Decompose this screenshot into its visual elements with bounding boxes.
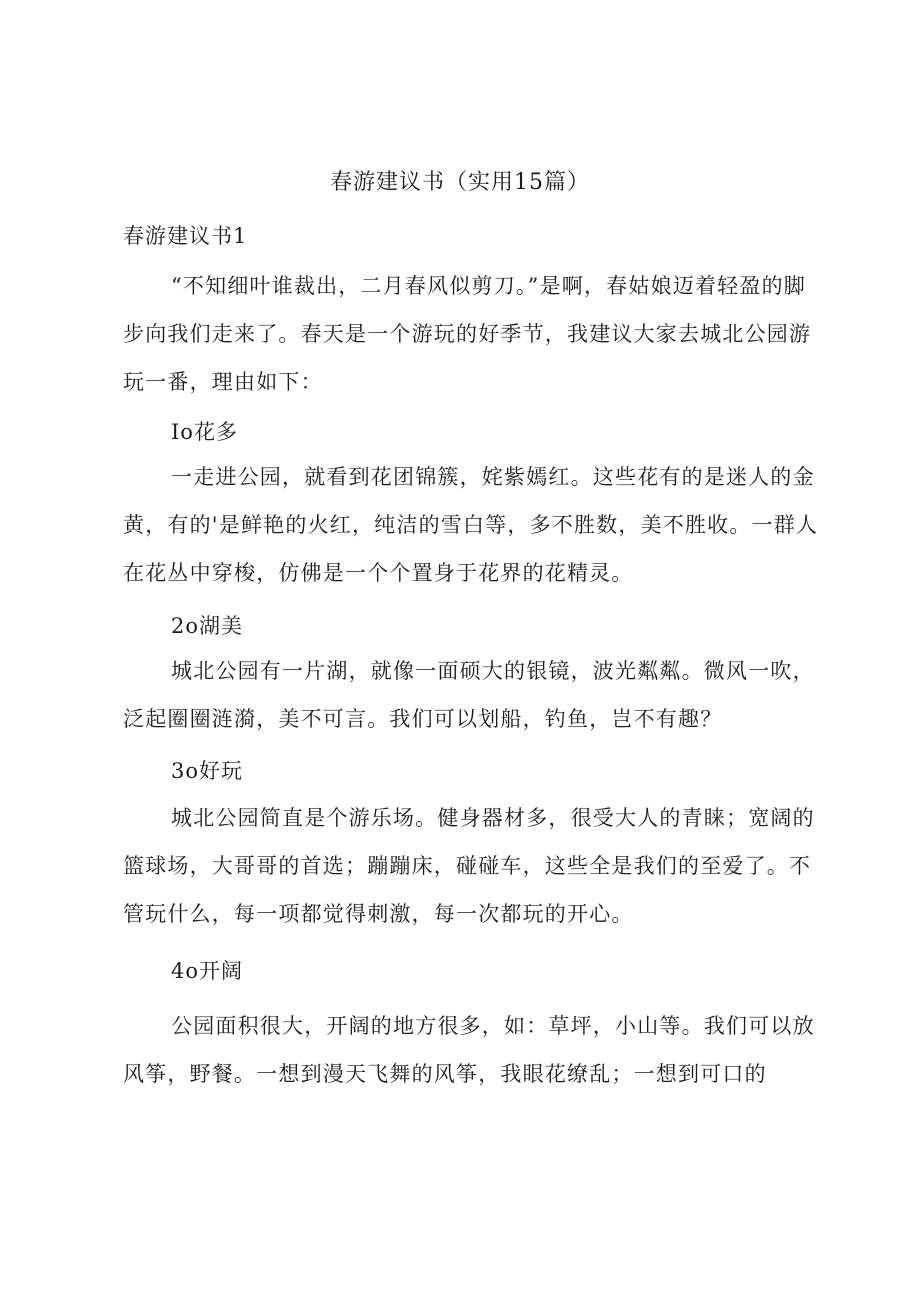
point-heading-1: Io花多	[171, 420, 238, 444]
point-heading-2: 2o湖美	[171, 614, 244, 638]
document-title: 春游建议书（实用15篇）	[330, 170, 590, 195]
intro-paragraph: “不知细叶谁裁出，二月春风似剪刀。”是啊，春姑娘迈着轻盈的脚步向我们走来了。春天是一个游玩的好季节，我建议大家去城北公园游玩一番，理由如下：	[123, 274, 812, 394]
section-title: 春游建议书1	[123, 224, 248, 248]
point-paragraph-3: 城北公园简直是个游乐场。健身器材多，很受大人的青睐；宽阔的篮球场，大哥哥的首选；蹦蹦床，碰碰车，这些全是我们的至爱了。不管玩什么，每一项都觉得刺激，每一次都玩的开心。	[123, 806, 815, 926]
point-paragraph-2: 城北公园有一片湖，就像一面硕大的银镜，波光粼粼。微风一吹，泛起圈圈涟漪，美不可言。我们可以划船，钓鱼，岂不有趣？	[123, 659, 815, 731]
point-heading-3: 3o好玩	[171, 759, 244, 783]
point-paragraph-4: 公园面积很大，开阔的地方很多，如：草坪，小山等。我们可以放风筝，野餐。一想到漫天飞舞的风筝，我眼花缭乱；一想到可口的	[123, 1014, 815, 1086]
point-paragraph-1: 一走进公园，就看到花团锦簇，姹紫嫣红。这些花有的是迷人的金黄，有的'是鲜艳的火红，纯洁的雪白等，多不胜数，美不胜收。一群人在花丛中穿梭，仿佛是一个个置身于花界的花精灵。	[123, 465, 819, 585]
point-heading-4: 4o开阔	[171, 959, 244, 983]
